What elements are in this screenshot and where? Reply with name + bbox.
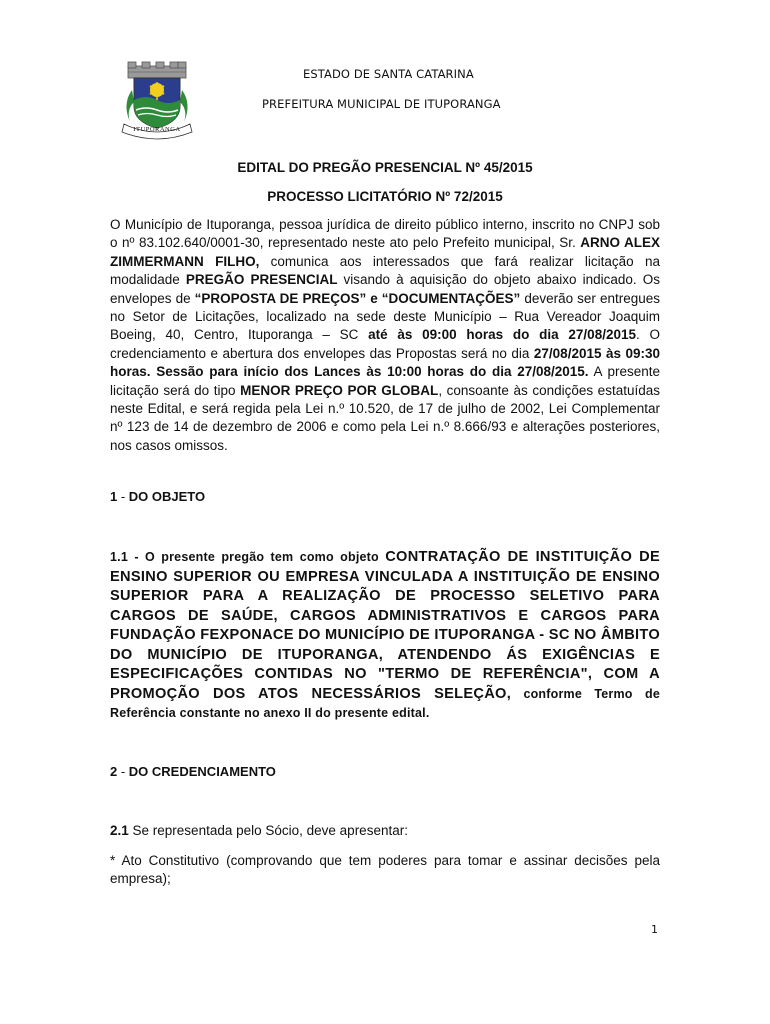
section-2-separator: -: [117, 764, 129, 779]
header-prefecture: PREFEITURA MUNICIPAL DE ITUPORANGA: [262, 97, 501, 111]
intro-text-2: comunica aos interessados que fará realizar licitação na modalidade: [110, 253, 660, 288]
section-2-item: * Ato Constitutivo (comprovando que tem poderes para tomar e assinar decisões pela empresa);: [110, 853, 660, 887]
intro-modality: PREGÃO PRESENCIAL: [185, 272, 338, 288]
intro-text-7: , consoante às condições estatuídas neste Edital, e será regida pela Lei n.º 10.520, de 17 de julho de 2002, Lei Complementar nº 123 de 14 de dezembro de 2006 e como pela Lei n.º 8.666/93 e alterações posteriores, nos casos omissos.: [110, 382, 660, 453]
section-2-1-number: 2.1: [110, 823, 129, 838]
crest-crown: [128, 62, 186, 78]
section-1-title: DO OBJETO: [128, 489, 206, 504]
crest-shield: [134, 78, 180, 128]
section-2-number: 2: [110, 764, 118, 779]
object-description: CONTRATAÇÃO DE INSTITUIÇÃO DE ENSINO SUPERIOR OU EMPRESA VINCULADA A INSTITUIÇÃO DE ENSINO SUPERIOR PARA A REALIZAÇÃO DE PROCESSO SELETIVO PARA CARGOS DE SAÚDE, CARGOS ADMINISTRATIVOS E CARGOS PARA FUNDAÇÃO FEXPONACE DO MUNICÍPIO DE ITUPORANGA - SC NO ÂMBITO DO MUNICÍPIO DE ITUPORANGA, ATENDENDO ÁS EXIGÊNCIAS E ESPECIFICAÇÕES CONTIDAS NO "TERMO DE REFERÊNCIA", COM A PROMOÇÃO DOS ATOS NECESSÁRIOS SELEÇÃO,: [110, 549, 660, 702]
intro-text-4: deverão ser entregues no Setor de Licitações, localizado na sede deste Município – Rua Vereador Joaquim Boeing, 40, Centro, Ituporanga – SC: [110, 290, 660, 343]
intro-envelopes: “PROPOSTA DE PREÇOS” e “DOCUMENTAÇÕES”: [194, 290, 521, 306]
crest-leaves-right: [180, 90, 188, 122]
page-number: 1: [651, 923, 658, 936]
intro-session: 27/08/2015 às 09:30 horas. Sessão para início dos Lances às 10:00 horas do dia 27/08/2015.: [110, 345, 660, 380]
section-2-title: DO CREDENCIAMENTO: [128, 764, 276, 779]
section-2-heading: [110, 764, 276, 779]
object-tail: conforme Termo de Referência constante no anexo II do presente edital.: [110, 686, 660, 720]
intro-paragraph: [110, 216, 660, 455]
intro-mayor-name: ARNO ALEX ZIMMERMANN FILHO,: [110, 235, 660, 269]
intro-deadline: até às 09:00 horas do dia 27/08/2015: [368, 327, 636, 343]
municipal-crest: [116, 60, 198, 140]
section-2-1: [110, 822, 660, 840]
intro-type: MENOR PREÇO POR GLOBAL: [240, 382, 439, 398]
edital-title: EDITAL DO PREGÃO PRESENCIAL Nº 45/2015: [237, 160, 533, 175]
intro-text-1: O Município de Ituporanga, pessoa jurídica de direito público interno, inscrito no CNPJ sob o nº 83.102.640/0001-30, representado neste ato pelo Prefeito municipal, Sr.: [110, 217, 660, 251]
section-1-number: 1: [110, 489, 118, 504]
section-1-object: [110, 548, 660, 724]
header-state: ESTADO DE SANTA CATARINA: [303, 67, 474, 81]
object-lead: 1.1 - O presente pregão tem como objeto: [110, 550, 386, 564]
section-1-separator: -: [117, 489, 129, 504]
section-2-1-text: Se representada pelo Sócio, deve apresentar:: [128, 823, 408, 838]
processo-title: PROCESSO LICITATÓRIO Nº 72/2015: [267, 189, 503, 204]
intro-text-3: visando à aquisição do objeto abaixo indicado. Os envelopes de: [110, 272, 660, 306]
intro-text-5: . O credenciamento e abertura dos envelopes das Propostas será no dia: [110, 327, 660, 361]
intro-text-6: A presente licitação será do tipo: [110, 364, 660, 398]
crest-ribbon-text: ITUPORANGA: [133, 126, 181, 133]
crest-leaves-left: [126, 90, 134, 122]
section-1-heading: [110, 489, 205, 504]
